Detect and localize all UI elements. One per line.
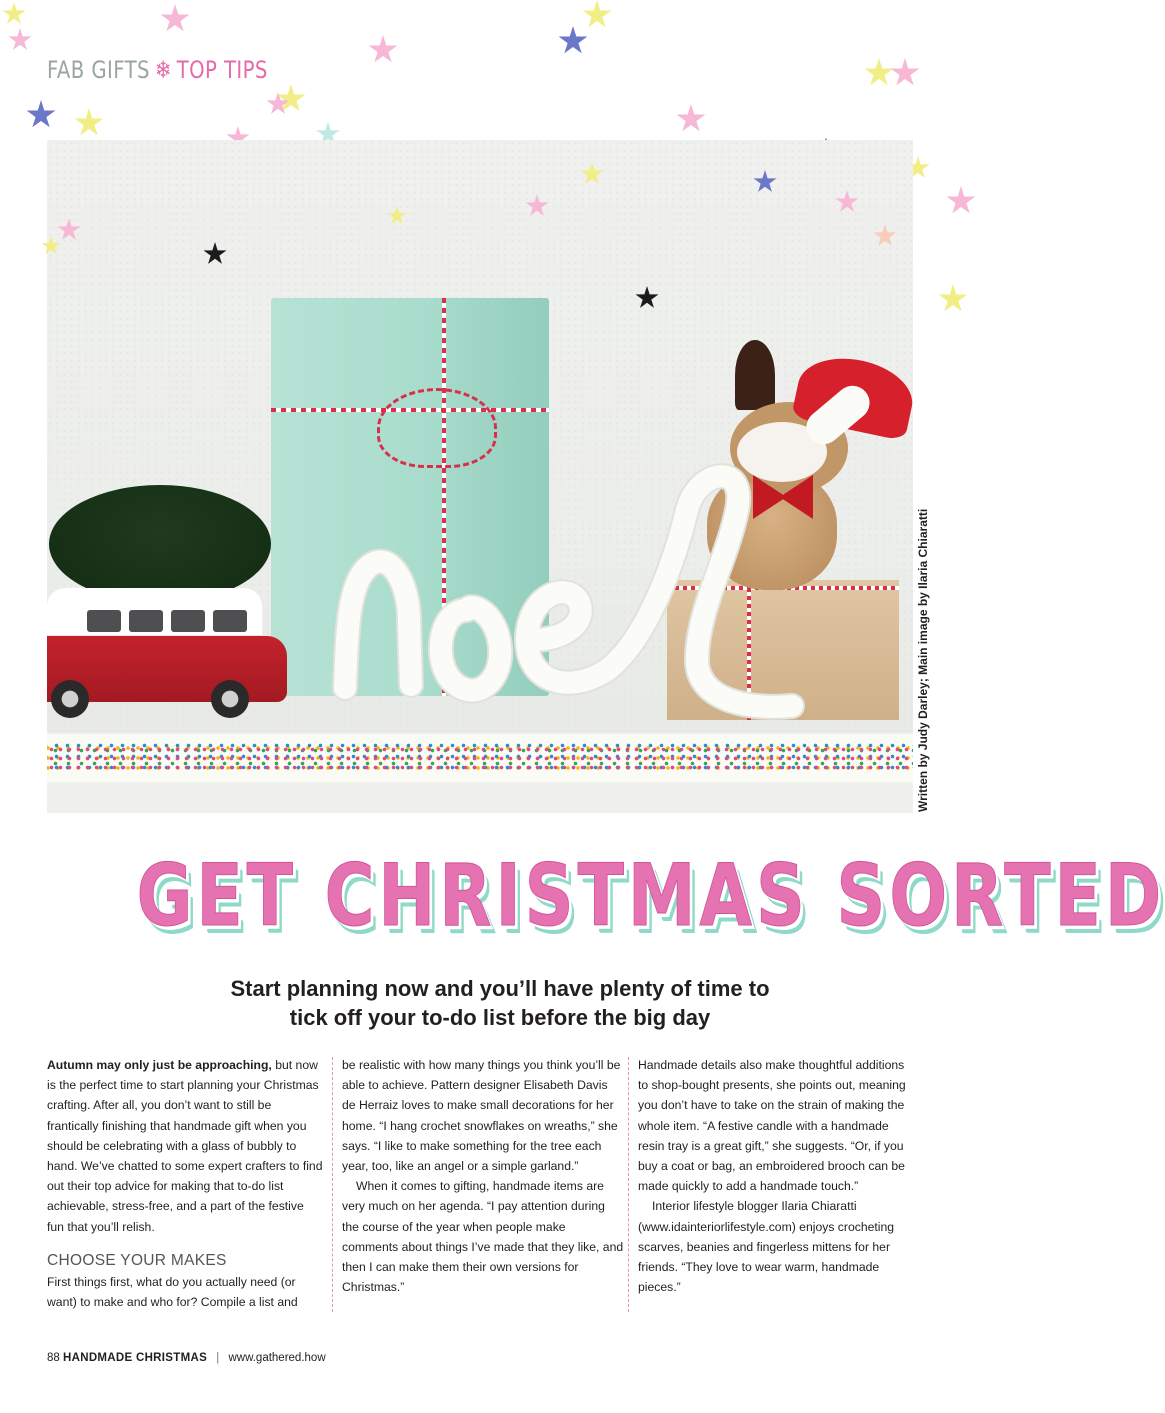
star-icon (368, 35, 398, 65)
photo-credit: Written by Judy Darley; Main image by Ilaria Chiaratti (916, 508, 930, 812)
standfirst-line: Start planning now and you’ll have plenty of time to (230, 976, 770, 1001)
section-label: FAB GIFTS (47, 56, 150, 84)
main-photo (47, 140, 913, 813)
column-divider (332, 1057, 333, 1312)
shelf-underside (47, 782, 913, 813)
section-sublabel: TOP TIPS (176, 56, 268, 84)
star-icon (26, 100, 56, 130)
footer-separator: | (216, 1352, 220, 1364)
lead-in: Autumn may only just be approaching, (47, 1058, 272, 1072)
body-paragraph: Handmade details also make thoughtful additions to shop-bought presents, she points out, meaning you don’t have to take on the strain of making the whole item. “A festive candle with a handmade resin tray is a great gift,” she suggests. “Or, if you buy a coat or bag, an embroidered brooch can be made quickly to add a handmade touch.” (638, 1058, 906, 1194)
star-icon (938, 284, 968, 314)
paragraph-text: but now is the perfect time to start planning your Christmas crafting. After all, you don’t want to still be frantically finishing that handmade gift when you should be celebrating with a glass of bubbly to hand. We’ve chatted to some expert crafters to find out their top advice for making that to-do list achievable, stress-free, and a part of the festive fun that you’ll relish. (47, 1058, 323, 1234)
star-icon (890, 58, 920, 88)
star-icon (74, 108, 104, 138)
snowflake-icon: ❄ (154, 56, 172, 84)
section-tag (47, 56, 268, 84)
body-paragraph: First things first, what do you actually need (or want) to make and who for? Compile a list and (47, 1274, 298, 1310)
body-column-1 (47, 1055, 323, 1312)
body-paragraph (47, 1055, 323, 1237)
star-icon (2, 2, 26, 26)
headline: GET CHRISTMAS SORTED (136, 846, 1165, 946)
star-icon (864, 58, 894, 88)
star-icon (676, 104, 706, 134)
body-column-2 (342, 1055, 624, 1297)
star-icon (582, 0, 612, 30)
star-icon (160, 4, 190, 34)
star-icon (558, 26, 588, 56)
page-footer (47, 1352, 326, 1364)
yarn-noel-word (47, 140, 913, 813)
column-divider (628, 1057, 629, 1312)
washi-tape (47, 743, 913, 773)
body-paragraph: be realistic with how many things you think you’ll be able to achieve. Pattern designer Elisabeth Davis de Herraiz loves to make small decorations for her home. “I hang crochet snowflakes on wreaths,” she says. “I like to make something for the tree each year, too, like an angel or a simple garland.” (342, 1058, 621, 1174)
page-number: 88 (47, 1352, 60, 1364)
body-paragraph: Interior lifestyle blogger Ilaria Chiaratti (www.idainteriorlifestyle.com) enjoys crocheting scarves, beanies and fingerless mittens for her friends. “They love to wear warm, handmade pieces.” (638, 1199, 895, 1295)
subheading: CHOOSE YOUR MAKES (47, 1251, 227, 1269)
magazine-name: HANDMADE CHRISTMAS (63, 1352, 208, 1364)
standfirst-line: tick off your to-do list before the big day (289, 1005, 711, 1030)
body-paragraph: When it comes to gifting, handmade items are very much on her agenda. “I pay attention during the course of the year when people make comments about things I’ve made that they like, and then I can make them their own versions for Christmas.” (342, 1179, 624, 1295)
star-icon (946, 186, 976, 216)
star-icon (8, 28, 32, 52)
website-url: www.gathered.how (228, 1352, 326, 1364)
standfirst (100, 974, 900, 1032)
body-column-3 (638, 1055, 914, 1297)
